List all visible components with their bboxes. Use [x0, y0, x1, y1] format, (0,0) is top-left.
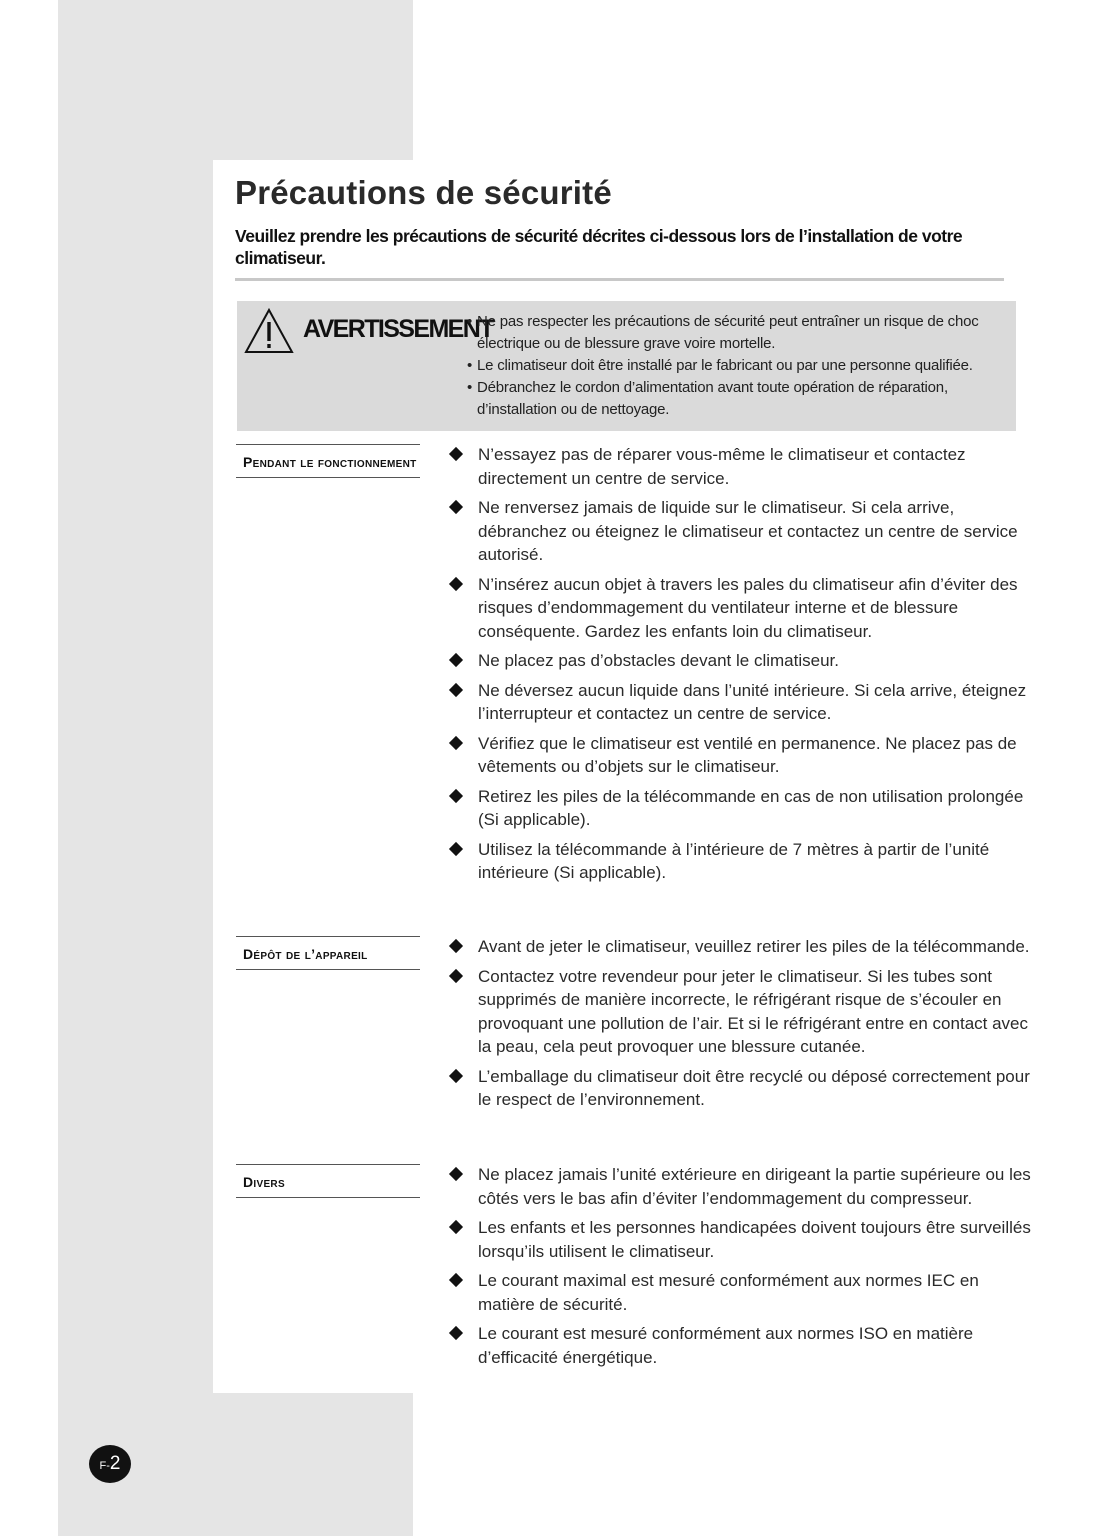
section-list-misc — [449, 1163, 1039, 1375]
diamond-bullet-icon — [449, 500, 463, 514]
diamond-bullet-icon — [449, 576, 463, 590]
list-item: N’essayez pas de réparer vous-même le climatiseur et contactez directement un centre de service. — [449, 443, 1039, 490]
list-item: Retirez les piles de la télécommande en cas de non utilisation prolongée (Si applicable). — [449, 785, 1039, 832]
warning-item: • Débranchez le cordon d’alimentation avant toute opération de réparation, d’installation ou de nettoyage. — [467, 377, 1015, 421]
diamond-bullet-icon — [449, 968, 463, 982]
section-label-operation: Pendant le fonctionnement — [236, 444, 420, 478]
diamond-bullet-icon — [449, 447, 463, 461]
list-item: L’emballage du climatiseur doit être recyclé ou déposé correctement pour le respect de l’environnement. — [449, 1065, 1039, 1112]
list-item: Contactez votre revendeur pour jeter le climatiseur. Si les tubes sont supprimés de manière incorrecte, le réfrigérant risque de s’écouler en provoquant une pollution de l’air. Et si le réfrigérant entre en contact avec la peau, cela peut provoquer une blessure cutanée. — [449, 965, 1039, 1059]
title-divider — [235, 278, 1004, 281]
list-item: Ne déversez aucun liquide dans l’unité intérieure. Si cela arrive, éteignez l’interrupteur et contactez un centre de service. — [449, 679, 1039, 726]
list-item: Les enfants et les personnes handicapées doivent toujours être surveillés lorsqu’ils utilisent le climatiseur. — [449, 1216, 1039, 1263]
page-number-badge — [89, 1445, 131, 1483]
list-item: Utilisez la télécommande à l’intérieure de 7 mètres à partir de l’unité intérieure (Si applicable). — [449, 838, 1039, 885]
page-number: 2 — [109, 1453, 121, 1474]
section-label-misc: Divers — [236, 1164, 420, 1198]
warning-item: • Le climatiseur doit être installé par le fabricant ou par une personne qualifiée. — [467, 355, 1015, 377]
section-list-operation — [449, 443, 1039, 891]
list-item: Le courant maximal est mesuré conformément aux normes IEC en matière de sécurité. — [449, 1269, 1039, 1316]
warning-triangle-icon — [243, 307, 295, 355]
list-item: Avant de jeter le climatiseur, veuillez retirer les piles de la télécommande. — [449, 935, 1039, 959]
diamond-bullet-icon — [449, 1068, 463, 1082]
diamond-bullet-icon — [449, 788, 463, 802]
warning-box — [237, 301, 1016, 431]
diamond-bullet-icon — [449, 682, 463, 696]
diamond-bullet-icon — [449, 1326, 463, 1340]
diamond-bullet-icon — [449, 735, 463, 749]
list-item: N’insérez aucun objet à travers les pales du climatiseur afin d’éviter des risques d’endommagement du ventilateur interne et de blessure conséquente. Gardez les enfants loin du climatiseur. — [449, 573, 1039, 644]
diamond-bullet-icon — [449, 841, 463, 855]
list-item: Vérifiez que le climatiseur est ventilé en permanence. Ne placez pas de vêtements ou d’objets sur le climatiseur. — [449, 732, 1039, 779]
page-prefix: F- — [99, 1460, 110, 1472]
list-item: Ne placez pas d’obstacles devant le climatiseur. — [449, 649, 1039, 673]
list-item: Ne renversez jamais de liquide sur le climatiseur. Si cela arrive, débranchez ou éteignez le climatiseur et contactez un centre de service autorisé. — [449, 496, 1039, 567]
warning-list — [467, 311, 1015, 421]
diamond-bullet-icon — [449, 1167, 463, 1181]
warning-item: • Ne pas respecter les précautions de sécurité peut entraîner un risque de choc électrique ou de blessure grave voire mortelle. — [467, 311, 1015, 355]
diamond-bullet-icon — [449, 653, 463, 667]
page-title: Précautions de sécurité — [235, 174, 612, 211]
intro-text: Veuillez prendre les précautions de sécurité décrites ci-dessous lors de l’installation de votre climatiseur. — [235, 226, 963, 268]
warning-label: AVERTISSEMENT — [303, 315, 493, 343]
diamond-bullet-icon — [449, 1220, 463, 1234]
list-item: Le courant est mesuré conformément aux normes ISO en matière d’efficacité énergétique. — [449, 1322, 1039, 1369]
list-item: Ne placez jamais l’unité extérieure en dirigeant la partie supérieure ou les côtés vers le bas afin d’éviter l’endommagement du compresseur. — [449, 1163, 1039, 1210]
diamond-bullet-icon — [449, 1273, 463, 1287]
section-list-disposal — [449, 935, 1039, 1118]
diamond-bullet-icon — [449, 939, 463, 953]
section-label-disposal: Dépôt de l’appareil — [236, 936, 420, 970]
